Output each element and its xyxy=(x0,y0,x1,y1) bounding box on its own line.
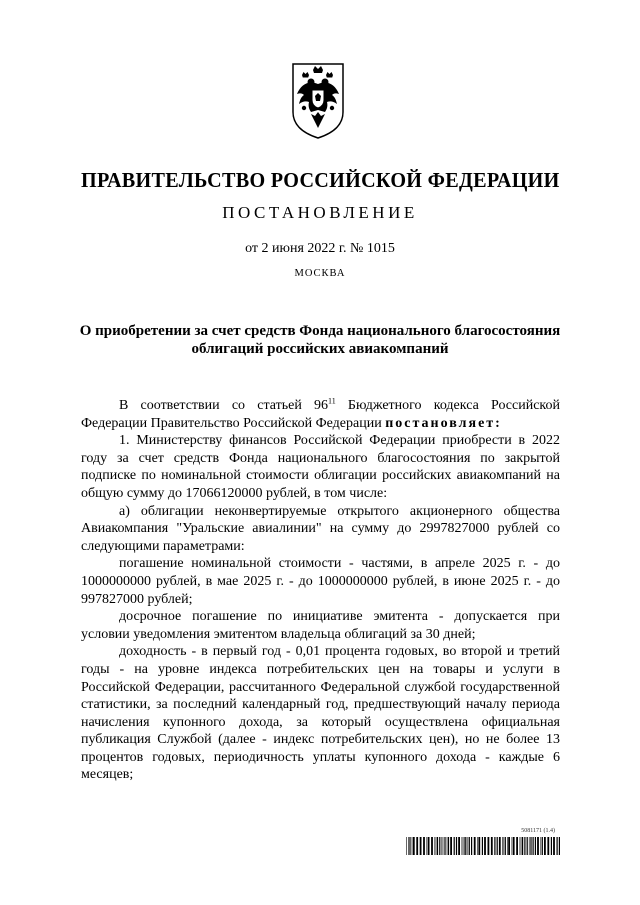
title-line: облигаций российских авиакомпаний xyxy=(191,341,449,357)
coat-of-arms-emblem xyxy=(287,60,349,140)
clause-1-paragraph: 1. Министерству финансов Российской Федерации приобрести в 2022 году за счет средств Фонда национального благосостояния по закрытой подписке по номинальной стоимости облигации российских авиакомпаний на общую сумму до 17066120000 рублей, в том числе: xyxy=(81,433,560,501)
document-type: ПОСТАНОВЛЕНИЕ xyxy=(222,203,418,222)
early-repayment-paragraph: досрочное погашение по инициативе эмитента - допускается при условии уведомления эмитентом владельца облигаций за 30 дней; xyxy=(81,609,560,642)
article-superscript: 11 xyxy=(328,396,336,406)
preamble-paragraph: В соответствии со статьей $96^{11}$ Бюджетного кодекса Российской Федерации Правительство Российской Федерации постановляет: xyxy=(81,396,560,431)
government-name: ПРАВИТЕЛЬСТВО РОССИЙСКОЙ ФЕДЕРАЦИИ xyxy=(80,168,560,192)
clause-a-paragraph: а) облигации неконвертируемые открытого акционерного общества Авиакомпания "Уральские авиалинии" на сумму до 2997827000 рублей со следующими параметрами: xyxy=(81,503,560,554)
document-code: 5081171 (1.4) xyxy=(521,828,555,834)
document-title xyxy=(0,322,640,358)
date-and-number: от 2 июня 2022 г. № 1015 xyxy=(245,241,395,256)
resolves-word: постановляет: xyxy=(385,415,502,431)
city: МОСКВА xyxy=(294,268,346,279)
document-body xyxy=(81,397,560,784)
yield-paragraph: доходность - в первый год - 0,01 процента годовых, во второй и третий годы - на уровне индекса потребительских цен на товары и услуги в Российской Федерации, рассчитанного Федеральной службой государственной статистики, за последний календарный год, предшествующий началу периода начисления купонного дохода, за который осуществлена официальная публикация Службой (далее - индекс потребительских цен), но не более 13 процентов годовых, периодичность уплаты купонного дохода - каждые 6 месяцев; xyxy=(81,644,560,783)
repayment-paragraph: погашение номинальной стоимости - частями, в апреле 2025 г. - до 1000000000 рублей, в мае 2025 г. - до 1000000000 рублей, в июне 2025 г. - до 997827000 рублей; xyxy=(81,556,560,607)
title-line: О приобретении за счет средств Фонда национального благосостояния xyxy=(79,323,561,339)
barcode xyxy=(406,837,560,855)
